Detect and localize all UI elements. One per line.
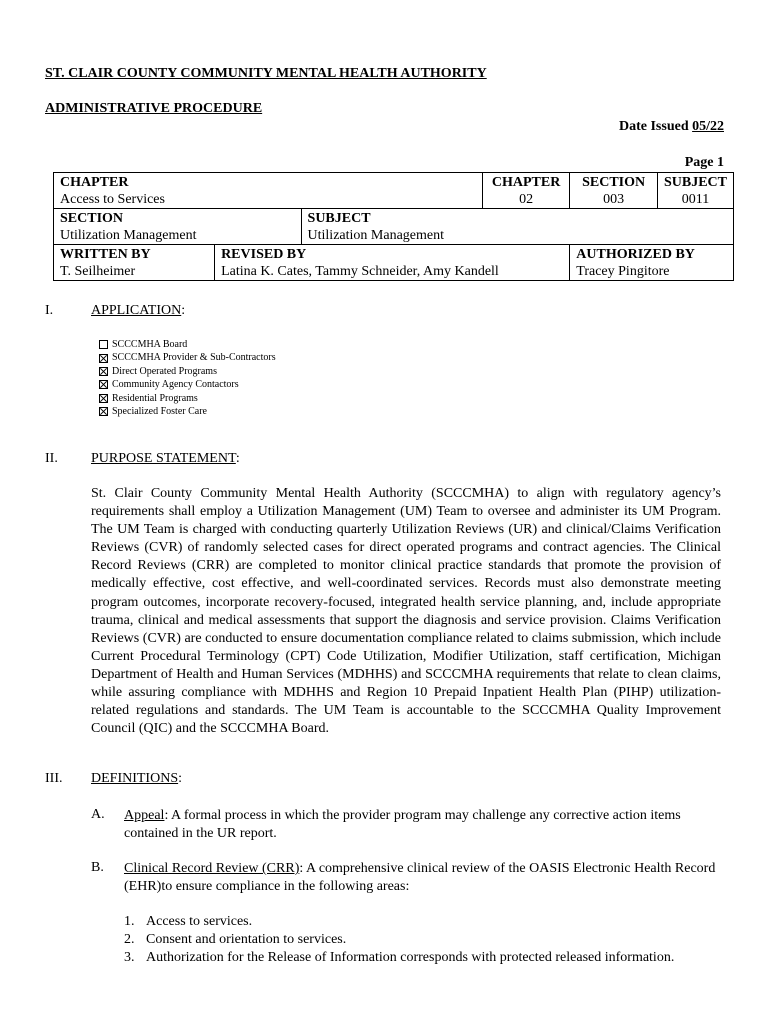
authorized-by-label: AUTHORIZED BY bbox=[576, 247, 695, 262]
section-label: SECTION bbox=[60, 211, 124, 226]
checklist-item bbox=[99, 351, 276, 364]
section-number-value: 003 bbox=[603, 192, 625, 207]
checkbox-icon[interactable] bbox=[99, 407, 108, 416]
organization-title: ST. CLAIR COUNTY COMMUNITY MENTAL HEALTH AUTHORITY bbox=[45, 66, 487, 81]
application-checklist bbox=[99, 338, 276, 418]
definitions-colon: : bbox=[178, 771, 182, 786]
page-number: Page 1 bbox=[684, 155, 724, 170]
list-item-text: Authorization for the Release of Information corresponds with protected released information. bbox=[146, 950, 675, 965]
definition-b-letter: B. bbox=[91, 860, 104, 875]
checkbox-icon[interactable] bbox=[99, 354, 108, 363]
definitions-title: DEFINITIONS bbox=[91, 771, 179, 786]
chapter-number-value: 02 bbox=[519, 192, 534, 207]
date-issued bbox=[619, 119, 724, 135]
written-by-value: T. Seilheimer bbox=[60, 264, 136, 279]
list-item bbox=[124, 913, 674, 931]
checklist-label: SCCCMHA Provider & Sub-Contractors bbox=[112, 352, 276, 364]
purpose-colon: : bbox=[235, 451, 240, 466]
application-title: APPLICATION bbox=[91, 303, 182, 318]
subject-cell bbox=[301, 209, 733, 245]
checklist-item bbox=[99, 365, 276, 378]
application-colon: : bbox=[181, 303, 186, 318]
date-issued-value: 05/22 bbox=[692, 119, 724, 134]
section-row bbox=[54, 209, 734, 245]
purpose-statement-text: St. Clair County Community Mental Health Authority (SCCCMHA) to align with regulatory agency’s requirements shall employ a Utilization Management (UM) Team to oversee and administer its UM Program. The UM Team is charged with conducting quarterly Utilization Reviews (UR) and clinical/Claims Verification Reviews (CVR) of randomly selected cases for direct operated programs and contract agencies. The Clinical Record Reviews (CRR) are completed to monitor clinical practice standards that promote the provision of medically effective, cost effective, and well-coordinated services. Records must also demonstrate meeting program outcomes, incorporate recovery-focused, integrated health service planning, and, include appropriate trauma, clinical and medical assessments that support the diagnosis and service provision. Claims Verification Reviews (CVR) are conducted to ensure documentation compliance related to claims submission, which include Current Procedural Terminology (CPT) Code Utilization, Modifier Utilization, staff certification, Michigan Department of Health and Human Services (MDHHS) and SCCCMHA requirements that relate to clean claims, while assuring compliance with MDHHS and Region 10 Prepaid Inpatient Health Plan (PIHP) utilization-related regulations and standards. The UM Team is accountable to the SCCCMHA Quality Improvement Council (QIC) and the SCCCMHA Board. bbox=[91, 486, 721, 737]
definition-a-letter: A. bbox=[91, 807, 105, 822]
purpose-heading bbox=[91, 451, 240, 467]
chapter-number-cell bbox=[482, 173, 569, 209]
written-by-cell bbox=[54, 245, 215, 281]
application-heading bbox=[91, 303, 185, 319]
section-number-label: SECTION bbox=[582, 175, 646, 190]
section-value: Utilization Management bbox=[60, 228, 197, 243]
list-item bbox=[124, 949, 674, 967]
definition-appeal bbox=[124, 807, 724, 843]
authors-row bbox=[54, 245, 734, 281]
definition-appeal-term: Appeal bbox=[124, 808, 165, 823]
written-by-label: WRITTEN BY bbox=[60, 247, 151, 262]
checklist-label: Community Agency Contactors bbox=[112, 379, 239, 391]
checkbox-icon[interactable] bbox=[99, 380, 108, 389]
subject-number-cell bbox=[657, 173, 733, 209]
section-numeral-application: I. bbox=[45, 303, 54, 318]
revised-by-cell bbox=[215, 245, 570, 281]
procedure-info-table bbox=[53, 172, 734, 281]
checkbox-icon[interactable] bbox=[99, 394, 108, 403]
subject-number-value: 0011 bbox=[681, 192, 710, 207]
definitions-heading bbox=[91, 771, 182, 787]
revised-by-label: REVISED BY bbox=[221, 247, 307, 262]
crr-areas-list bbox=[124, 913, 674, 967]
purpose-title: PURPOSE STATEMENT bbox=[91, 451, 236, 466]
checklist-label: Direct Operated Programs bbox=[112, 365, 217, 377]
chapter-number-label: CHAPTER bbox=[491, 175, 561, 190]
chapter-label: CHAPTER bbox=[60, 175, 129, 190]
list-item-text: Consent and orientation to services. bbox=[146, 932, 347, 947]
section-numeral-purpose: II. bbox=[45, 451, 58, 466]
list-item bbox=[124, 931, 674, 949]
definition-crr bbox=[124, 860, 724, 896]
list-item-number: 1. bbox=[124, 914, 135, 929]
definition-crr-text: : A comprehensive clinical review of the OASIS Electronic Health Record (EHR)to ensure compliance in the following areas: bbox=[124, 861, 716, 894]
chapter-row bbox=[54, 173, 734, 209]
date-issued-label: Date Issued bbox=[618, 119, 693, 134]
section-cell bbox=[54, 209, 302, 245]
list-item-number: 2. bbox=[124, 932, 135, 947]
section-numeral-definitions: III. bbox=[45, 771, 63, 786]
subject-label: SUBJECT bbox=[307, 211, 371, 226]
chapter-value: Access to Services bbox=[60, 192, 165, 207]
checkbox-icon[interactable] bbox=[99, 340, 108, 349]
checklist-label: Residential Programs bbox=[112, 392, 198, 404]
list-item-number: 3. bbox=[124, 950, 135, 965]
checklist-item bbox=[99, 405, 276, 418]
checklist-label: SCCCMHA Board bbox=[112, 339, 188, 350]
authorized-by-value: Tracey Pingitore bbox=[576, 264, 670, 279]
checklist-item bbox=[99, 338, 276, 351]
definition-crr-term: Clinical Record Review (CRR) bbox=[124, 861, 300, 876]
subject-value: Utilization Management bbox=[307, 228, 444, 243]
checklist-item bbox=[99, 392, 276, 405]
definition-appeal-text: : A formal process in which the provider program may challenge any corrective action items contained in the UR report. bbox=[124, 808, 681, 841]
revised-by-value: Latina K. Cates, Tammy Schneider, Amy Kandell bbox=[221, 264, 499, 279]
checklist-item bbox=[99, 378, 276, 391]
checklist-label: Specialized Foster Care bbox=[112, 405, 207, 417]
authorized-by-cell bbox=[570, 245, 734, 281]
section-number-cell bbox=[570, 173, 658, 209]
chapter-cell bbox=[54, 173, 483, 209]
subject-number-label: SUBJECT bbox=[663, 175, 727, 190]
list-item-text: Access to services. bbox=[146, 914, 253, 929]
checkbox-icon[interactable] bbox=[99, 367, 108, 376]
document-type: ADMINISTRATIVE PROCEDURE bbox=[45, 101, 263, 116]
